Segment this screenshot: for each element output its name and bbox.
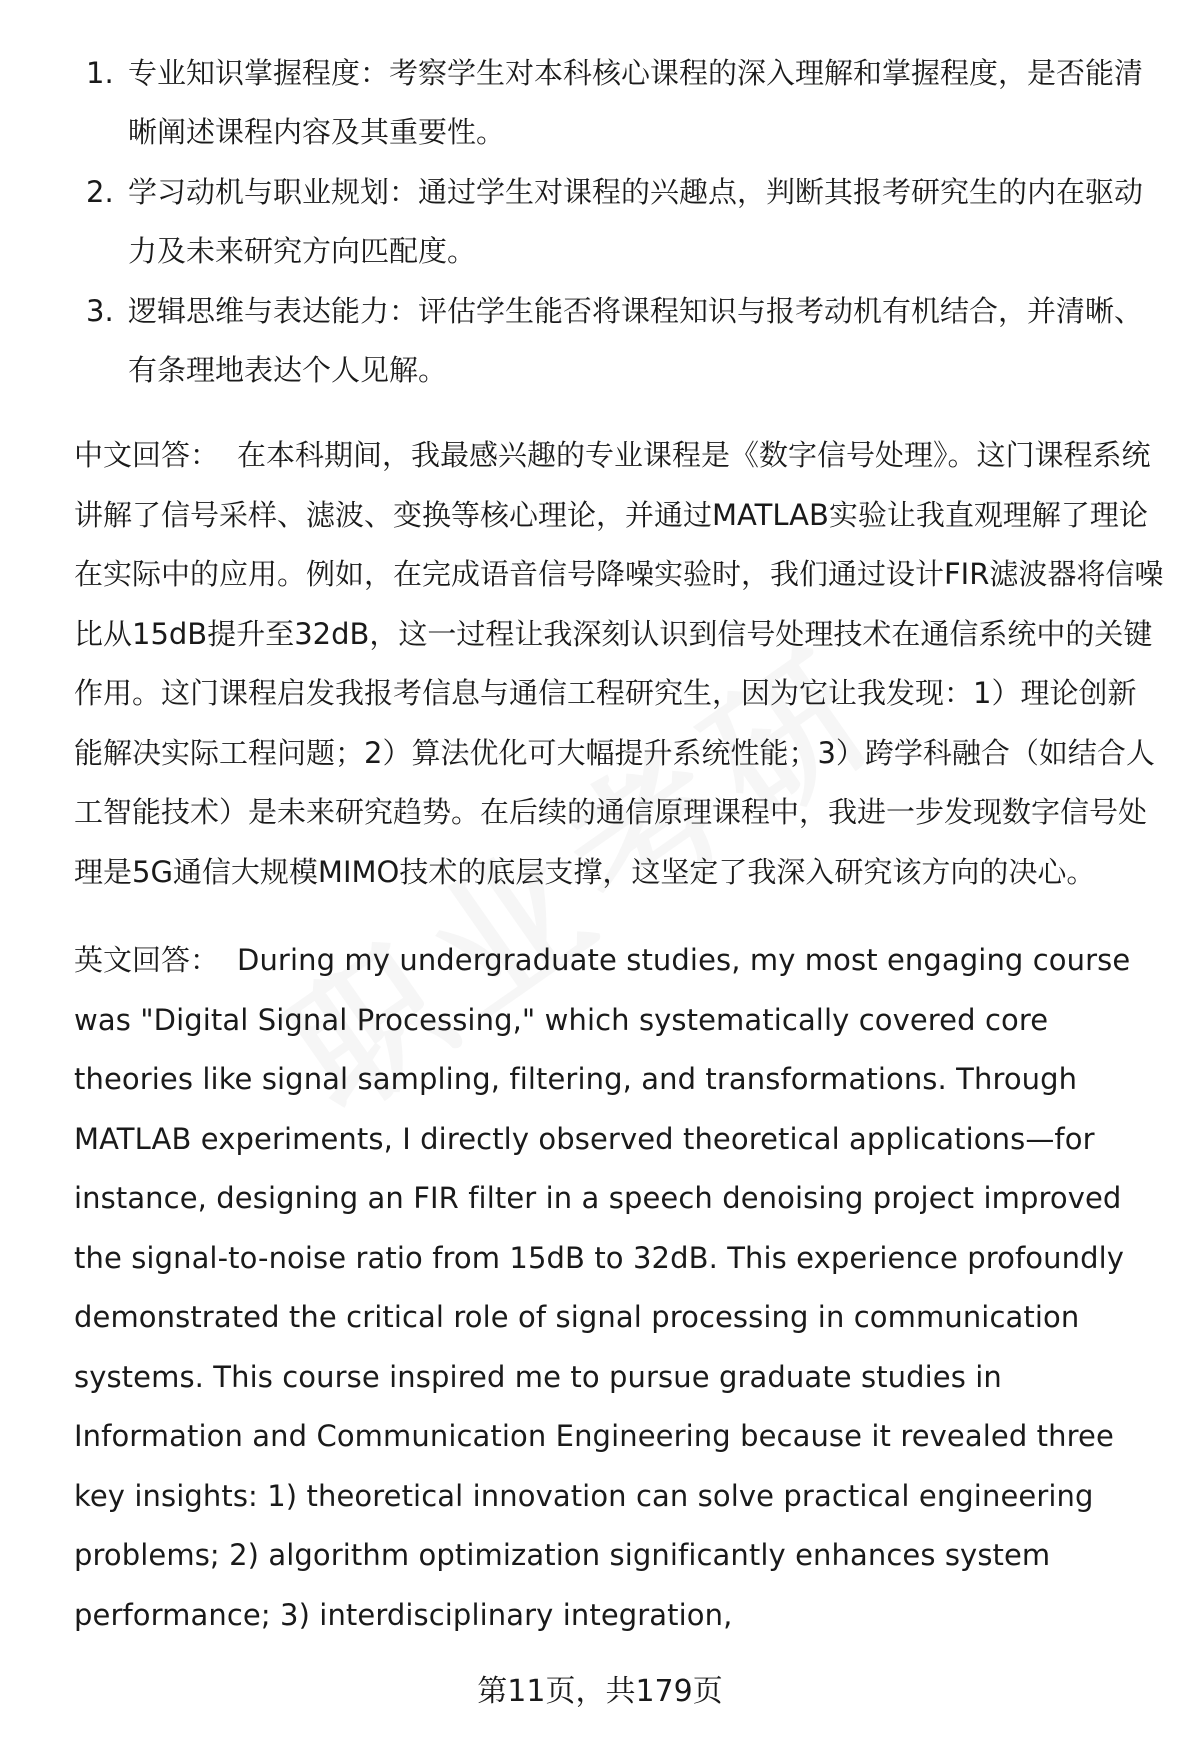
chinese-answer-text: 在本科期间，我最感兴趣的专业课程是《数字信号处理》。这门课程系统讲解了信号采样、滤波、变换等核心理论，并通过MATLAB实验让我直观理解了理论在实际中的应用。例如，在完成语音信号降噪实验时，我们通过设计FIR滤波器将信噪比从15dB提升至32dB，这一过程让我深刻认识到信号处理技术在通信系统中的关键作用。这门课程启发我报考信息与通信工程研究生，因为它让我发现：1）理论创新能解决实际工程问题；2）算法优化可大幅提升系统性能；3）跨学科融合（如结合人工智能技术）是未来研究趋势。在后续的通信原理课程中，我进一步发现数字信号处理是5G通信大规模MIMO技术的底层支撑，这坚定了我深入研究该方向的决心。 bbox=[74, 438, 1164, 889]
chinese-answer-label: 中文回答： bbox=[74, 438, 220, 472]
evaluation-criteria-list bbox=[74, 44, 1164, 400]
criteria-text: 学习动机与职业规划：通过学生对课程的兴趣点，判断其报考研究生的内在驱动力及未来研究方向匹配度。 bbox=[128, 175, 1144, 268]
english-answer bbox=[74, 931, 1164, 1645]
criteria-item bbox=[74, 44, 1164, 162]
english-answer-text: During my undergraduate studies, my most engaging course was "Digital Signal Processing," which systematically covered core theories like signal sampling, filtering, and transformations. Through MATLAB experiments, I directly observed theoretical applications—for instance, designing an FIR filter in a speech denoising project improved the signal-to-noise ratio from 15dB to 32dB. This experience profoundly demonstrated the critical role of signal processing in communication systems. This course inspired me to pursue graduate studies in Information and Communication Engineering because it revealed three key insights: 1) theoretical innovation can solve practical engineering problems; 2) algorithm optimization significantly enhances system performance; 3) interdisciplinary integration, bbox=[74, 943, 1131, 1632]
chinese-answer bbox=[74, 426, 1164, 902]
page-footer: 第11页，共179页 bbox=[477, 1674, 723, 1709]
criteria-item bbox=[74, 163, 1164, 281]
document-page bbox=[74, 44, 1164, 1645]
criteria-text: 逻辑思维与表达能力：评估学生能否将课程知识与报考动机有机结合，并清晰、有条理地表达个人见解。 bbox=[128, 294, 1144, 387]
criteria-number: 2. bbox=[86, 175, 114, 209]
criteria-text: 专业知识掌握程度：考察学生对本科核心课程的深入理解和掌握程度，是否能清晰阐述课程内容及其重要性。 bbox=[128, 56, 1144, 149]
criteria-number: 1. bbox=[86, 56, 114, 90]
criteria-number: 3. bbox=[86, 294, 114, 328]
english-answer-label: 英文回答： bbox=[74, 943, 220, 977]
criteria-item bbox=[74, 282, 1164, 400]
